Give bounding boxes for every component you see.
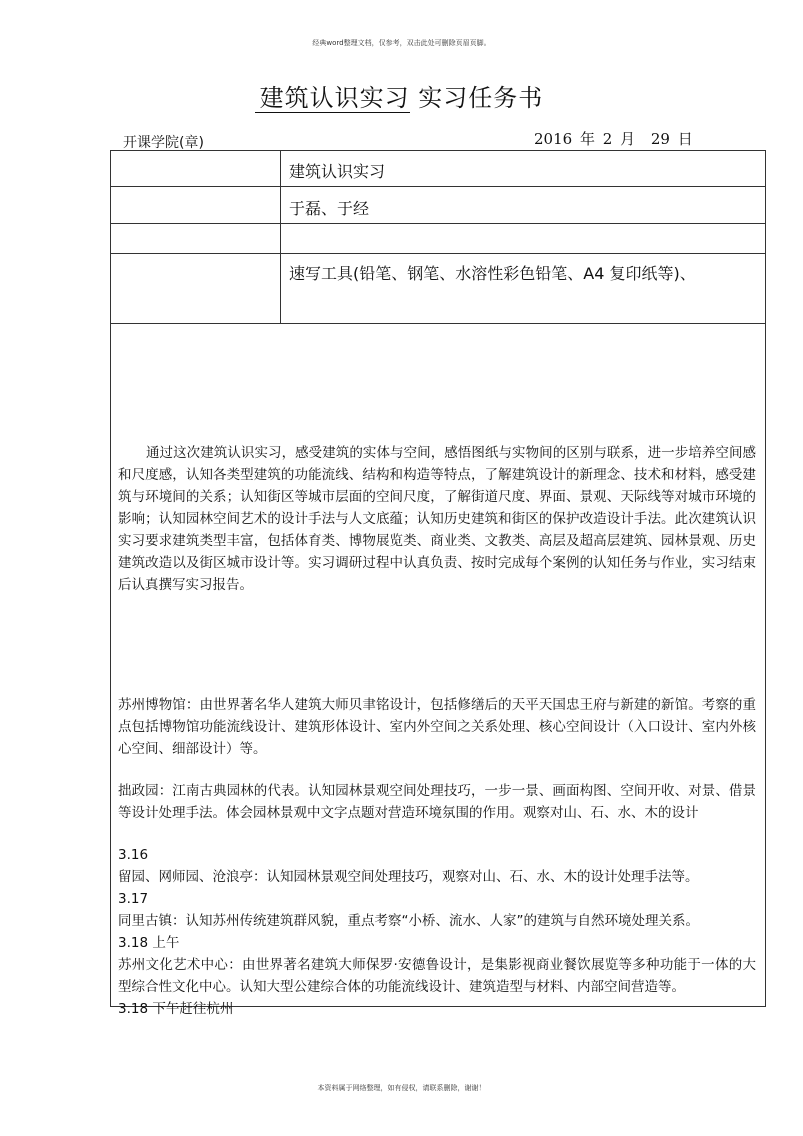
task-table xyxy=(110,150,766,1017)
date-month: 2 xyxy=(602,130,613,148)
date-year-unit: 年 xyxy=(579,130,595,148)
page-footer-note: 本资料属于网络整理，如有侵权，请联系删除，谢谢！ xyxy=(317,1084,486,1092)
schedule-date-318-pm: 3.18 下午赶往杭州 xyxy=(118,1001,234,1017)
table-column-divider xyxy=(280,151,281,323)
page-header-note: 经典word整理文档，仅参考，双击此处可删除页眉页脚。 xyxy=(312,39,491,47)
schedule-museum: 苏州博物馆：由世界著名华人建筑大师贝聿铭设计，包括修缮后的天平天国忠王府与新建的新馆。考察的重点包括博物馆功能流线设计、建筑形体设计、室内外空间之关系处理、核心空间设计（入口设计、室内外核心空间、细部设计）等。 xyxy=(118,697,756,757)
document-date xyxy=(534,128,693,149)
teachers-cell: 于磊、于经 xyxy=(289,199,370,218)
date-month-unit: 月 xyxy=(620,130,636,148)
course-name-cell: 建筑认识实习 xyxy=(289,162,386,181)
title-underline xyxy=(255,112,410,113)
tools-cell: 速写工具(铅笔、钢笔、水溶性彩色铅笔、A4 复印纸等)、 xyxy=(289,264,696,283)
schedule-317-text: 同里古镇：认知苏州传统建筑群风貌，重点考察“小桥、流水、人家”的建筑与自然环境处理关系。 xyxy=(118,913,699,929)
schedule-date-318-am: 3.18 上午 xyxy=(118,935,180,951)
date-day: 29 xyxy=(650,130,670,148)
schedule-date-317: 3.17 xyxy=(118,891,149,907)
school-label: 开课学院(章) xyxy=(123,135,204,151)
table-row-divider xyxy=(111,186,765,187)
date-year: 2016 xyxy=(534,130,573,148)
table-row-divider xyxy=(111,253,765,254)
date-day-unit: 日 xyxy=(677,130,693,148)
schedule-date-316: 3.16 xyxy=(118,847,149,863)
objective-paragraph: 通过这次建筑认识实习，感受建筑的实体与空间，感悟图纸与实物间的区别与联系，进一步培养空间感和尺度感，认知各类型建筑的功能流线、结构和构造等特点，了解建筑设计的新理念、技术和材料，感受建筑与环境间的关系；认知街区等城市层面的空间尺度，了解街道尺度、界面、景观、天际线等对城市环境的影响；认知园林空间艺术的设计手法与人文底蕴；认知历史建筑和街区的保护改造设计手法。此次建筑认识实习要求建筑类型丰富，包括体育类、博物展览类、商业类、文教类、高层及超高层建筑、园林景观、历史建筑改造以及街区城市设计等。实习调研过程中认真负责、按时完成每个案例的认知任务与作业，实习结束后认真撰写实习报告。 xyxy=(118,445,756,593)
schedule-block xyxy=(118,694,756,1020)
schedule-316-text: 留园、网师园、沧浪亭：认知园林景观空间处理技巧，观察对山、石、水、木的设计处理手法等。 xyxy=(118,869,699,885)
schedule-318-am-text: 苏州文化艺术中心：由世界著名建筑大师保罗·安德鲁设计，是集影视商业餐饮展览等多种功能于一体的大型综合性文化中心。认知大型公建综合体的功能流线设计、建筑造型与材料、内部空间营造等。 xyxy=(118,957,756,995)
table-row-divider xyxy=(111,323,765,324)
document-title: 建筑认识实习 实习任务书 xyxy=(259,84,544,112)
table-row-divider xyxy=(111,223,765,224)
objective-block xyxy=(118,442,756,596)
schedule-garden: 拙政园：江南古典园林的代表。认知园林景观空间处理技巧，一步一景、画面构图、空间开收、对景、借景等设计处理手法。体会园林景观中文字点题对营造环境氛围的作用。观察对山、石、水、木的设计 xyxy=(118,783,756,821)
